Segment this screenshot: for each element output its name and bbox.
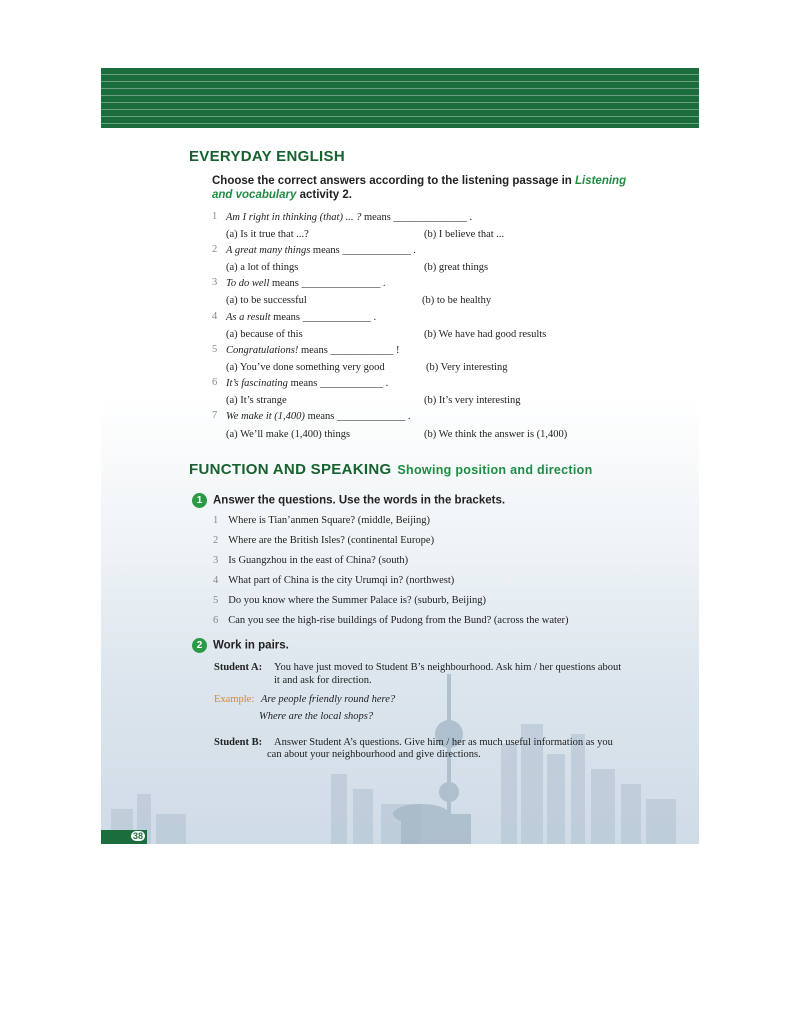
option-b: (b) It’s very interesting bbox=[424, 395, 521, 406]
item-prompt: We make it (1,400) means _____________ . bbox=[226, 411, 411, 422]
item-prompt: A great many things means _____________ . bbox=[226, 245, 416, 256]
option-b: (b) Very interesting bbox=[426, 362, 508, 373]
step-1-heading: 1 Answer the questions. Use the words in the brackets. bbox=[192, 493, 505, 508]
header-banner bbox=[101, 68, 699, 128]
item-number: 6 bbox=[212, 377, 218, 388]
example-line: Where are the local shops? bbox=[259, 711, 374, 722]
step-2-heading: 2 Work in pairs. bbox=[192, 638, 289, 653]
question-item: 3 Is Guangzhou in the east of China? (south) bbox=[213, 555, 409, 566]
example-label: Example: bbox=[214, 694, 255, 705]
student-a-text: You have just moved to Student B’s neighbourhood. Ask him / her questions about bbox=[274, 662, 622, 673]
option-b: (b) We think the answer is (1,400) bbox=[424, 429, 568, 440]
item-number: 7 bbox=[212, 410, 218, 421]
item-prompt: Am I right in thinking (that) ... ? means ______________ . bbox=[226, 212, 473, 223]
listening-vocabulary-reference: Listening and vocabulary bbox=[212, 175, 627, 201]
student-b-text: Answer Student A’s questions. Give him / her as much useful information as you bbox=[274, 737, 613, 748]
item-number: 4 bbox=[212, 311, 218, 322]
item-prompt: Congratulations! means ____________ ! bbox=[226, 345, 400, 356]
student-b-text-cont: can about your neighbourhood and give directions. bbox=[267, 749, 481, 760]
option-a: (a) because of this bbox=[226, 329, 303, 340]
question-item: 4 What part of China is the city Urumqi in? (northwest) bbox=[213, 575, 455, 586]
item-number: 5 bbox=[212, 344, 218, 355]
option-b: (b) I believe that ... bbox=[424, 229, 505, 240]
item-prompt: It’s fascinating means ____________ . bbox=[226, 378, 389, 389]
student-a-text-cont: it and ask for direction. bbox=[274, 675, 372, 686]
option-a: (a) Is it true that ...? bbox=[226, 229, 309, 240]
item-prompt: As a result means _____________ . bbox=[226, 312, 377, 323]
step-number-badge: 2 bbox=[192, 638, 207, 653]
example-line: Are people friendly round here? bbox=[261, 694, 396, 705]
student-b-label: Student B: bbox=[214, 737, 263, 748]
option-a: (a) to be successful bbox=[226, 295, 307, 306]
item-number: 3 bbox=[212, 277, 218, 288]
question-item: 6 Can you see the high-rise buildings of Pudong from the Bund? (across the water) bbox=[213, 615, 569, 626]
option-a: (a) You’ve done something very good bbox=[226, 362, 385, 373]
everyday-instructions: Choose the correct answers according to the listening passage in Listening and vocabulary activity 2. bbox=[212, 175, 627, 201]
option-b: (b) to be healthy bbox=[422, 295, 492, 306]
student-a-label: Student A: bbox=[214, 662, 263, 673]
item-number: 1 bbox=[212, 211, 218, 222]
page-number: 38 bbox=[132, 831, 143, 841]
option-b: (b) We have had good results bbox=[424, 329, 547, 340]
question-item: 5 Do you know where the Summer Palace is? (suburb, Beijing) bbox=[213, 595, 487, 606]
page-number-tab bbox=[101, 830, 147, 844]
function-subtitle: Showing position and direction bbox=[397, 463, 593, 477]
function-speaking-heading: FUNCTION AND SPEAKING Showing position and direction bbox=[189, 461, 593, 478]
option-a: (a) a lot of things bbox=[226, 262, 299, 273]
option-a: (a) It’s strange bbox=[226, 395, 287, 406]
item-prompt: To do well means _______________ . bbox=[226, 278, 386, 289]
step-number-badge: 1 bbox=[192, 493, 207, 508]
option-b: (b) great things bbox=[424, 262, 489, 273]
item-number: 2 bbox=[212, 244, 218, 255]
question-item: 1 Where is Tian’anmen Square? (middle, Beijing) bbox=[213, 515, 431, 526]
question-item: 2 Where are the British Isles? (continental Europe) bbox=[213, 535, 435, 546]
everyday-english-heading: EVERYDAY ENGLISH bbox=[189, 148, 345, 165]
textbook-page bbox=[101, 68, 699, 844]
option-a: (a) We’ll make (1,400) things bbox=[226, 429, 351, 440]
